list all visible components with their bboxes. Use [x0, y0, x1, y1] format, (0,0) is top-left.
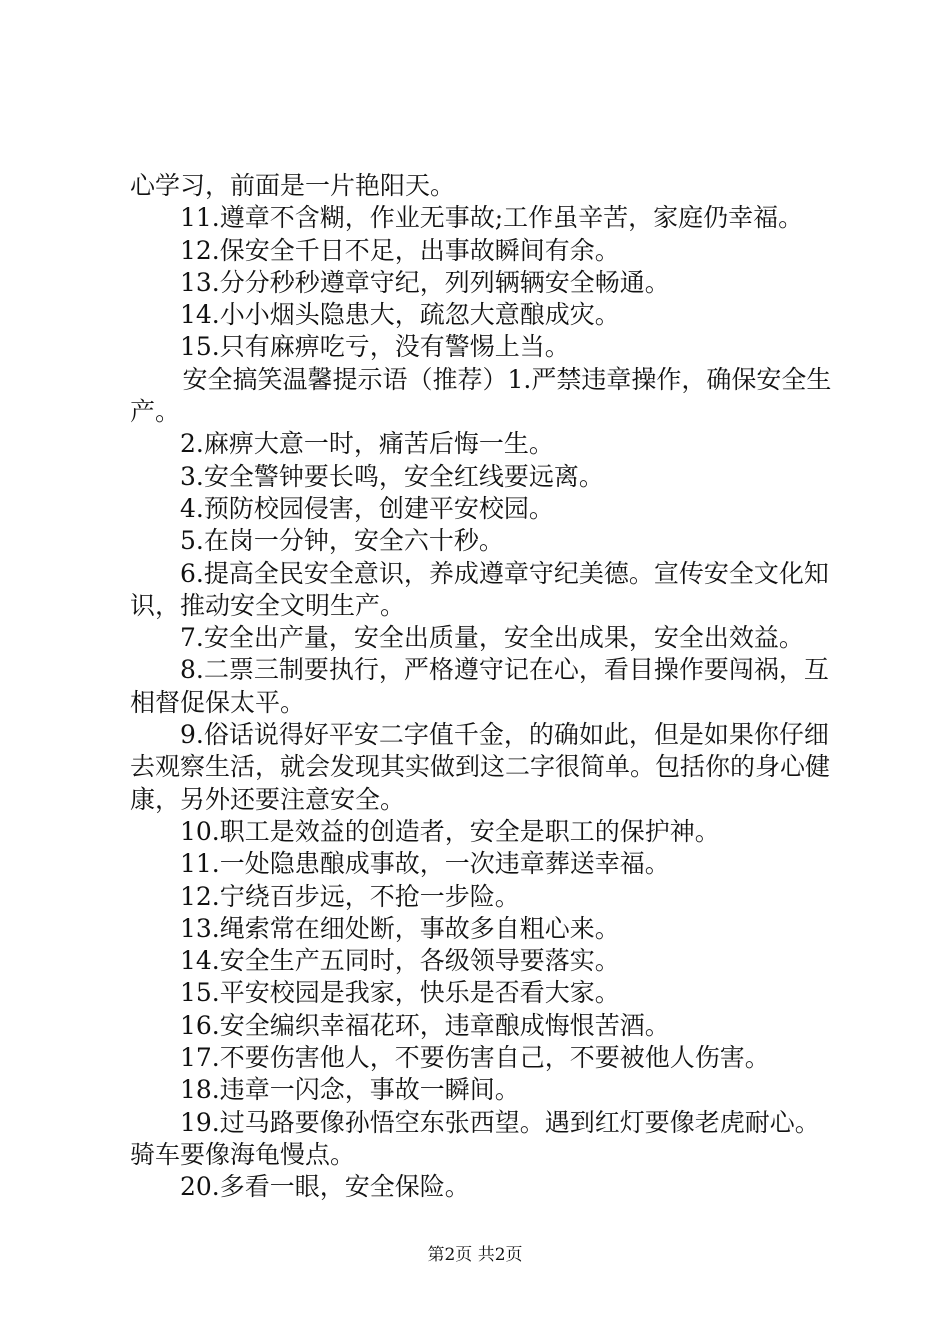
section-heading-paragraph: 安全搞笑温馨提示语（推荐）1.严禁违章操作，确保安全生产。: [130, 364, 832, 427]
slogan-item-20: 20.多看一眼，安全保险。: [180, 1172, 470, 1202]
slogan-item-12b: 12.宁绕百步远，不抢一步险。: [180, 881, 520, 911]
slogan-item-18: 18.违章一闪念，事故一瞬间。: [180, 1075, 520, 1105]
slogan-item-10: 10.职工是效益的创造者，安全是职工的保护神。: [180, 816, 720, 846]
document-body: [130, 170, 835, 1204]
slogan-item-13: 13.分分秒秒遵章守纪，列列辆辆安全畅通。: [180, 267, 670, 297]
page-footer: 第2页 共2页: [427, 1245, 523, 1265]
slogan-item-2: 2.麻痹大意一时，痛苦后悔一生。: [180, 429, 554, 459]
slogan-item-15: 15.只有麻痹吃亏，没有警惕上当。: [180, 332, 570, 362]
slogan-item-11b: 11.一处隐患酿成事故，一次违章葬送幸福。: [180, 849, 670, 879]
slogan-item-8: 8.二票三制要执行，严格遵守记在心，看目操作要闯祸，互相督促保太平。: [130, 655, 829, 717]
paragraph-continuation: 心学习，前面是一片艳阳天。: [130, 171, 456, 200]
slogan-item-5: 5.在岗一分钟，安全六十秒。: [180, 526, 504, 556]
slogan-item-16: 16.安全编织幸福花环，违章酿成悔恨苦酒。: [180, 1010, 670, 1040]
slogan-item-19: 19.过马路要像孙悟空东张西望。遇到红灯要像老虎耐心。骑车要像海龟慢点。: [130, 1107, 820, 1169]
slogan-item-6: 6.提高全民安全意识，养成遵章守纪美德。宣传安全文化知识，推动安全文明生产。: [130, 558, 829, 620]
slogan-item-3: 3.安全警钟要长鸣，安全红线要远离。: [180, 461, 604, 491]
slogan-item-9: 9.俗话说得好平安二字值千金，的确如此，但是如果你仔细去观察生活，就会发现其实做到这二字很简单。包括你的身心健康，另外还要注意安全。: [130, 720, 831, 814]
slogan-item-14: 14.小小烟头隐患大，疏忽大意酿成灾。: [180, 300, 620, 330]
slogan-item-14b: 14.安全生产五同时，各级领导要落实。: [180, 946, 620, 976]
slogan-item-12: 12.保安全千日不足，出事故瞬间有余。: [180, 235, 620, 265]
slogan-item-17: 17.不要伤害他人，不要伤害自己，不要被他人伤害。: [180, 1043, 770, 1073]
slogan-item-15b: 15.平安校园是我家，快乐是否看大家。: [180, 978, 620, 1008]
slogan-item-13b: 13.绳索常在细处断，事故多自粗心来。: [180, 913, 620, 943]
slogan-item-11: 11.遵章不含糊，作业无事故;工作虽辛苦，家庭仍幸福。: [180, 203, 804, 233]
slogan-item-7: 7.安全出产量，安全出质量，安全出成果，安全出效益。: [180, 623, 804, 653]
slogan-item-4: 4.预防校园侵害，创建平安校园。: [180, 493, 554, 523]
